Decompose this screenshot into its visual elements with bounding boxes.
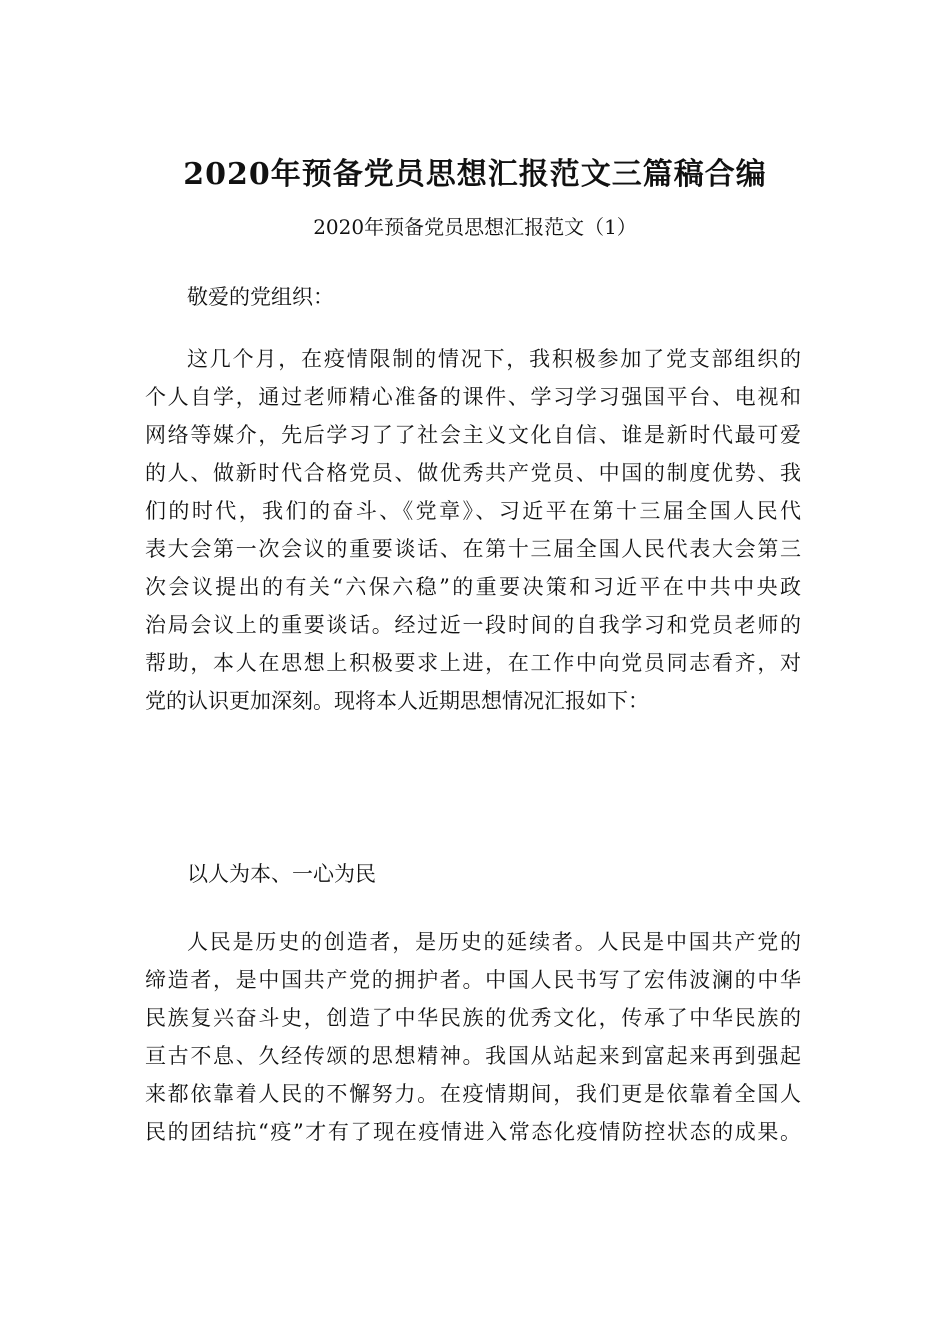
document-title: 2020年预备党员思想汇报范文三篇稿合编 <box>183 157 767 192</box>
paragraph-line: 民的团结抗“疫”才有了现在疫情进入常态化疫情防控状态的成果。 <box>145 1120 801 1144</box>
paragraph-line: 表大会第一次会议的重要谈话、在第十三届全国人民代表大会第三 <box>145 537 801 561</box>
paragraph-line: 的人、做新时代合格党员、做优秀共产党员、中国的制度优势、我 <box>145 461 801 485</box>
paragraph-line: 治局会议上的重要谈话。经过近一段时间的自我学习和党员老师的 <box>145 613 801 637</box>
paragraph-line: 帮助，本人在思想上积极要求上进，在工作中向党员同志看齐，对 <box>145 651 801 675</box>
document-subtitle: 2020年预备党员思想汇报范文（1） <box>313 215 637 239</box>
paragraph-line: 网络等媒介，先后学习了了社会主义文化自信、谁是新时代最可爱 <box>145 423 801 447</box>
paragraph-line: 人民是历史的创造者，是历史的延续者。人民是中国共产党的 <box>187 930 801 954</box>
salutation-text: 敬爱的党组织： <box>187 285 334 309</box>
paragraph-line: 个人自学，通过老师精心准备的课件、学习学习强国平台、电视和 <box>145 385 801 409</box>
paragraph-1 <box>145 340 801 720</box>
paragraph-line: 缔造者，是中国共产党的拥护者。中国人民书写了宏伟波澜的中华 <box>145 968 801 992</box>
paragraph-line: 来都依靠着人民的不懈努力。在疫情期间，我们更是依靠着全国人 <box>145 1082 801 1106</box>
paragraph-line: 党的认识更加深刻。现将本人近期思想情况汇报如下： <box>145 689 649 713</box>
paragraph-line: 亘古不息、久经传颂的思想精神。我国从站起来到富起来再到强起 <box>145 1044 801 1068</box>
paragraph-line: 们的时代，我们的奋斗、《党章》、习近平在第十三届全国人民代 <box>145 499 801 523</box>
paragraph-line: 次会议提出的有关“六保六稳”的重要决策和习近平在中共中央政 <box>145 575 801 599</box>
section-heading <box>145 855 801 893</box>
paragraph-line: 民族复兴奋斗史，创造了中华民族的优秀文化，传承了中华民族的 <box>145 1006 801 1030</box>
paragraph-2 <box>145 923 801 1151</box>
paragraph-line: 这几个月，在疫情限制的情况下，我积极参加了党支部组织的 <box>187 347 801 371</box>
section-heading-text: 以人为本、一心为民 <box>187 862 376 886</box>
salutation <box>145 278 801 316</box>
